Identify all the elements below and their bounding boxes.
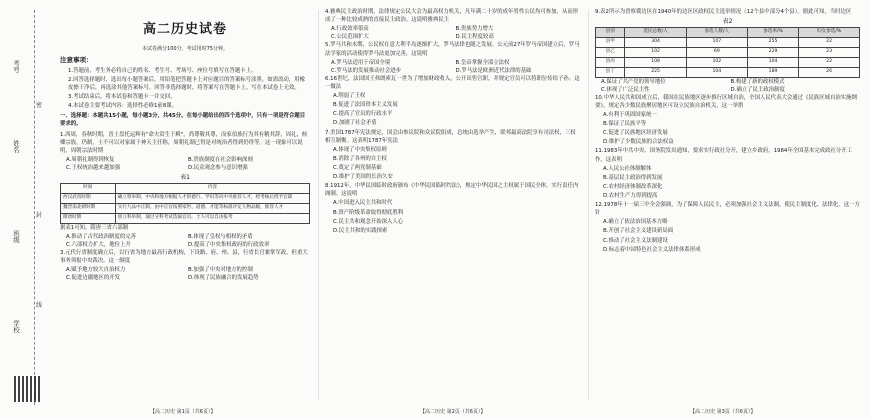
table-header-cell: 选民总数/人 bbox=[625, 28, 686, 38]
table-cell: 创立科举制，通过分科考试选拔官员，士人可以自由报考 bbox=[115, 213, 309, 223]
page-title: 高二历史试卷 bbox=[142, 22, 227, 37]
table-cell: 县乙 bbox=[596, 47, 625, 57]
question-2-options bbox=[60, 233, 310, 249]
table-cell: 隋唐时期 bbox=[61, 213, 116, 223]
option: D.民众观念参与意识增强 bbox=[188, 164, 248, 171]
page-footer-3: 【高二历史 第3页（共6页）】 bbox=[690, 409, 756, 415]
option: D.农村生产力得到提高 bbox=[603, 192, 658, 199]
option: C.促进边疆地区的开发 bbox=[66, 275, 120, 282]
table-cell: 229 bbox=[747, 47, 798, 57]
option: C.奠定了两党制基础 bbox=[333, 164, 382, 171]
table-header-cell: 时间 bbox=[61, 184, 116, 194]
option: C.体现了广泛民主性 bbox=[601, 86, 650, 93]
table-cell: 107 bbox=[686, 38, 747, 48]
table-cell: 102 bbox=[625, 47, 686, 57]
margin-label-exam-number: 考号 bbox=[12, 60, 20, 73]
option: A.人民公社体制解体 bbox=[603, 165, 652, 172]
seal-char-2: 封 bbox=[36, 212, 43, 219]
table-row bbox=[596, 38, 860, 48]
notice-item: 2.回答选择题时，选出每小题答案后，用铅笔把答题卡上对应题目的答案标号涂黑。如需改动，用橡皮擦干净后，再选涂其他答案标号。回答非选择题时，将答案写在答题卡上。写在本试卷上无效。 bbox=[68, 76, 305, 91]
table-cell: 104 bbox=[686, 67, 747, 77]
margin-label-class: 班级 bbox=[12, 230, 20, 243]
margin-label-name: 姓名 bbox=[12, 140, 20, 153]
table-cell: 县丙 bbox=[596, 57, 625, 67]
option: D.提高了中央集权政府的行政效率 bbox=[188, 241, 270, 248]
binding-margin bbox=[0, 0, 56, 419]
column-3 bbox=[595, 8, 860, 404]
option: D.维护了美国的长治久安 bbox=[333, 174, 393, 181]
table-cell: 189 bbox=[747, 67, 798, 77]
option: C.提高了官员的行政水平 bbox=[333, 111, 393, 118]
option: D.加剧了社会矛盾 bbox=[333, 120, 377, 127]
option: B.贵族制度在社会影响深刻 bbox=[188, 156, 253, 163]
option: C.推动了社会主义法制建设 bbox=[603, 237, 668, 244]
table-header-row bbox=[596, 28, 860, 38]
table-cell: 实行九品中正制，由中正官按照家世、道德、才能等标准评定人物品级，推荐人才 bbox=[115, 203, 309, 213]
column-2 bbox=[325, 8, 580, 404]
margin-label-school: 学校 bbox=[12, 320, 20, 333]
seal-char-1: 密 bbox=[36, 102, 43, 109]
question-3-stem: 3.元代行省制度确立后，以行省为地方最高行政机构，下设路、府、州、县，行省长官兼掌军政，但重大事务须报中央裁决。这一制度 bbox=[60, 249, 308, 265]
section-heading: 一、选择题：本题共15小题，每小题3分，共45分。在每小题给出的四个选项中，只有一项是符合题目要求的。 bbox=[60, 113, 306, 128]
seal-line bbox=[34, 10, 35, 405]
table-1 bbox=[60, 183, 310, 224]
option: C.罗马法的发展推动社会进步 bbox=[331, 67, 402, 74]
table-cell: 108 bbox=[625, 57, 686, 67]
qr-code-icon bbox=[14, 376, 40, 402]
option: B.保证了民族平等 bbox=[603, 121, 647, 128]
option: D.标志着中国特色社会主义法律体系形成 bbox=[603, 246, 701, 253]
option: B.消除了各州的自主权 bbox=[333, 155, 387, 162]
table-cell: 69 bbox=[686, 47, 747, 57]
question-8-stem: 8.1912年，中华民国临时政府颁布《中华民国临时约法》，规定中华民国之主权属于国民全体，实行责任内阁制。这说明 bbox=[325, 183, 579, 198]
table-cell: 23 bbox=[799, 47, 860, 57]
option: D.民主共和的实践探索 bbox=[333, 227, 388, 234]
table-1-caption: 表1 bbox=[180, 174, 190, 182]
option: D.确立了民主政治制度 bbox=[730, 86, 785, 93]
notice-item: 4.本试卷主要考试内容：选择性必修1前8课。 bbox=[68, 103, 178, 110]
seal-char-3: 线 bbox=[36, 302, 43, 309]
option: D.维护了少数民族的合法权益 bbox=[603, 139, 674, 146]
table-row bbox=[596, 57, 860, 67]
table-row bbox=[61, 213, 310, 223]
option: B.体现了皇权与相权的矛盾 bbox=[188, 233, 253, 240]
option: B.基层民主政治得到发展 bbox=[603, 174, 663, 181]
table-header-cell: 参选人数/人 bbox=[686, 28, 747, 38]
option: A.中国进入民主共和时代 bbox=[333, 200, 393, 207]
option: B.构建了新的政权模式 bbox=[730, 78, 785, 85]
option: A.有利于巩固国家统一 bbox=[603, 112, 657, 118]
exam-info: 本试卷满分100分，考试用时75分钟。 bbox=[142, 45, 228, 52]
question-11-stem: 11.1983年中共中央、国务院发出通知，要求实行政社分开，建立乡政府。1984年全国基本完成政社分开工作，这表明 bbox=[595, 148, 853, 163]
option: D.体现了民族融合的发展趋势 bbox=[188, 275, 259, 282]
question-9-options bbox=[595, 78, 860, 94]
column-divider bbox=[318, 10, 319, 400]
option: B.皇帝掌握全部立法权 bbox=[455, 59, 510, 66]
option: B.贵族势力增大 bbox=[455, 26, 494, 33]
table-row bbox=[596, 67, 860, 77]
question-4-options bbox=[325, 25, 580, 41]
table-cell: 225 bbox=[625, 67, 686, 77]
option: C.促进了民族地区经济发展 bbox=[603, 130, 668, 137]
option: A.周朝礼制得到恢复 bbox=[66, 156, 115, 163]
option: C.农村经济体制改革深化 bbox=[603, 183, 663, 190]
option: A.体现了中央集权原则 bbox=[333, 146, 387, 153]
question-1-stem: 1.西周，春秋时期，晋土盘托运辉有"命夫赏生于殿"，尚尊敬其尊，而家伯族行为其有精其辞，周礼，候卿宗族，仍制，士不可以对家属于神天主任称，周朝礼制已得是对统治者得到仍得等。这一现象可以说明，周朝宗法时期 bbox=[60, 131, 308, 154]
table-header-cell: 妇女参选/% bbox=[799, 28, 860, 38]
option: A.行政效率很高 bbox=[331, 26, 369, 33]
option: A.赋予地方较大自治权力 bbox=[66, 267, 126, 274]
table-cell: 确立察举制，中央和地方根据人才的德行、学识等向中央推荐人才，经考核后授予官职 bbox=[115, 193, 309, 203]
option: C.民主共和观念开始深入人心 bbox=[333, 218, 404, 225]
question-9-stem: 9.表2所示为晋察冀边区在1940年的边区区政权民主选举情况（12个县中部分4个县）。据此可知，当时边区 bbox=[595, 9, 852, 15]
option: B.促进了法国资本主义发展 bbox=[333, 102, 398, 109]
table-cell: 104 bbox=[747, 57, 798, 67]
question-10-stem: 10.中华人民共和国成立后，我国在民族地区逐步推行区域自治，全国人民代表大会通过《民族区域自治实施纲要》，规定各少数民族聚居地区可设立民族自治机关。这一举措 bbox=[595, 94, 857, 109]
question-6-stem: 6.16世纪，法国国王弗朗索瓦一世为了增加财政收入，公开出售官职，并规定官员可以将职位传给子孙。这一做法 bbox=[325, 75, 580, 90]
option: C.六部权力扩大，地位上升 bbox=[66, 241, 131, 248]
question-12-stem: 12.1978年十一届三中全会强调，为了保障人民民主，必须加强社会主义法制，使民主制度化、法律化。这一方针 bbox=[595, 202, 860, 217]
table-header-row bbox=[61, 184, 310, 194]
table-cell: 县甲 bbox=[596, 38, 625, 48]
table-cell: 255 bbox=[747, 38, 798, 48]
notice-item: 3.考试结束后，将本试卷和答题卡一并交回。 bbox=[68, 94, 176, 101]
question-2-stem: 据表1可知，隋唐三省六部制 bbox=[60, 224, 129, 231]
column-divider bbox=[588, 10, 589, 400]
table-cell: 26 bbox=[799, 67, 860, 77]
question-5-stem: 5.罗马共和末期，公民权在意大利半岛逐渐扩大，罗马法律也随之发展。公元前27年罗马帝国建立后，罗马法学家的活动使得罗马法更加完善，这说明 bbox=[325, 42, 580, 57]
table-cell: 304 bbox=[625, 38, 686, 48]
page-footer-2: 【高二历史 第2页（共6页）】 bbox=[420, 409, 486, 415]
table-row bbox=[61, 193, 310, 203]
notice-heading: 注意事项： bbox=[60, 56, 93, 64]
question-1-options bbox=[60, 156, 310, 172]
table-cell: 魏晋南北朝时期 bbox=[61, 203, 116, 213]
option: D.民主程度较高 bbox=[455, 34, 494, 41]
option: C.王权统治越来越加强 bbox=[66, 164, 120, 171]
option: B.加强了中央对地方的控制 bbox=[188, 267, 253, 274]
question-5-options bbox=[325, 59, 580, 75]
option: A.削弱了王权 bbox=[333, 93, 366, 100]
table-header-cell: 县别 bbox=[596, 28, 625, 38]
table-cell: 西汉武帝时期 bbox=[61, 193, 116, 203]
option: A.推动了古代政治制度的完善 bbox=[66, 233, 136, 240]
table-header-cell: 参选率/% bbox=[747, 28, 798, 38]
question-4-stem: 4.雅典民主政治时期，法律规定公民大会为最高权力机关，凡年满二十岁的成年男性公民均可参加，从而形成了一种比较成熟的直接民主政治。这说明雅典民主 bbox=[325, 9, 579, 24]
column-1 bbox=[60, 8, 310, 404]
table-cell: 102 bbox=[686, 57, 747, 67]
table-2-caption: 表2 bbox=[722, 18, 733, 26]
table-cell: 22 bbox=[799, 38, 860, 48]
table-row bbox=[596, 47, 860, 57]
option: D.罗马法是欧洲近代法律的基础 bbox=[455, 67, 532, 74]
table-cell: 县丁 bbox=[596, 67, 625, 77]
page-footer-1: 【高二历史 第1页（共6页）】 bbox=[150, 409, 216, 415]
option: A.保证了共产党的领导地位 bbox=[601, 78, 666, 85]
option: A.罗马法适用于帝国全境 bbox=[331, 59, 391, 66]
table-header-cell: 内容 bbox=[115, 184, 309, 194]
option: A.确立了依法治国基本方略 bbox=[603, 219, 668, 226]
question-3-options bbox=[60, 266, 310, 282]
notice-item: 1.答题前，考生务必将自己的姓名、考生号、考场号、座位号填写在答题卡上。 bbox=[68, 67, 257, 74]
option: C.公民范围扩大 bbox=[331, 34, 369, 41]
table-2 bbox=[595, 27, 860, 77]
option: B.开创了社会主义建设新局面 bbox=[603, 228, 674, 235]
table-row bbox=[61, 203, 310, 213]
table-cell: 22 bbox=[799, 57, 860, 67]
question-7-stem: 7.美国1787年宪法规定，国会由参议院和众议院组成，总统由选举产生，联邦最高法院享有司法权，三权相互制衡。这表明1787年宪法 bbox=[325, 129, 576, 144]
option: B.资产阶级革命取得彻底胜利 bbox=[333, 209, 404, 216]
